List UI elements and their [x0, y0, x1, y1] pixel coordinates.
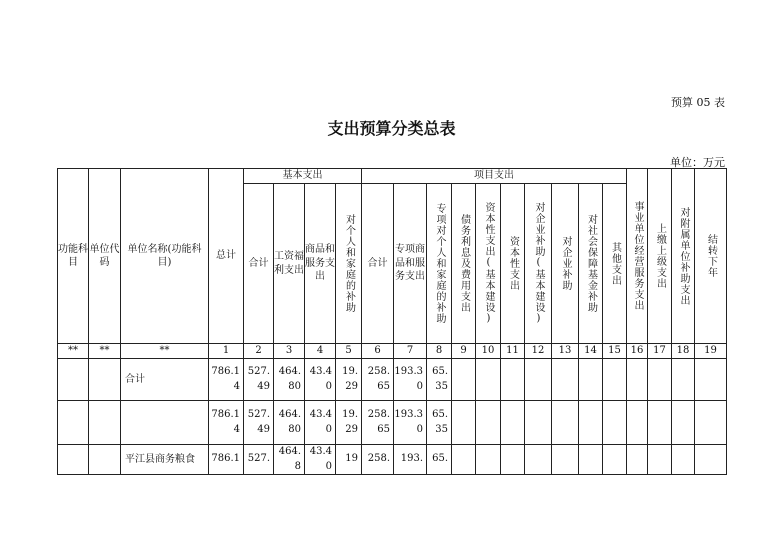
table-row	[58, 445, 727, 475]
cell-proj-goods: 193.	[394, 445, 427, 475]
header-func-code: 功能科目	[58, 169, 89, 344]
index-cell: 9	[452, 344, 476, 359]
index-cell: 11	[501, 344, 525, 359]
cell-personal: 19.29	[336, 401, 362, 445]
header-proj-enterprise-basic: 对企业补助(基本建设)	[525, 184, 552, 344]
index-cell: **	[89, 344, 121, 359]
cell-personal: 19.29	[336, 359, 362, 401]
cell-wage: 464.8	[274, 445, 305, 475]
cell-unit	[89, 445, 121, 475]
header-proj-social: 对社会保障基金补助	[579, 184, 603, 344]
header-basic-personal: 对个人和家庭的补助	[336, 184, 362, 344]
index-cell: 18	[672, 344, 695, 359]
header-proj-other: 其他支出	[603, 184, 627, 344]
index-cell: **	[121, 344, 209, 359]
cell-proj-personal: 65.	[427, 445, 452, 475]
index-cell: 16	[627, 344, 648, 359]
cell-proj-goods: 193.30	[394, 401, 427, 445]
cell-basic-sum: 527.49	[244, 401, 274, 445]
cell-goods: 43.40	[305, 445, 336, 475]
index-cell: 5	[336, 344, 362, 359]
header-proj-capital: 资本性支出	[501, 184, 525, 344]
index-row	[58, 344, 727, 359]
header-unit-code: 单位代码	[89, 169, 121, 344]
header-proj-sum: 合计	[362, 184, 394, 344]
cell-unit	[89, 359, 121, 401]
index-cell: 3	[274, 344, 305, 359]
cell-total: 786.14	[209, 359, 244, 401]
cell-wage: 464.80	[274, 401, 305, 445]
cell-basic-sum: 527.49	[244, 359, 274, 401]
header-proj-debt: 债务利息及费用支出	[452, 184, 476, 344]
header-total: 总计	[209, 169, 244, 344]
header-proj-enterprise: 对企业补助	[552, 184, 579, 344]
cell-proj-personal: 65.35	[427, 401, 452, 445]
header-basic-goods: 商品和服务支出	[305, 184, 336, 344]
cell-proj-sum: 258.	[362, 445, 394, 475]
cell-goods: 43.40	[305, 359, 336, 401]
header-basic-sum: 合计	[244, 184, 274, 344]
header-proj-capital-basic: 资本性支出(基本建设)	[476, 184, 501, 344]
cell-code	[58, 401, 89, 445]
cell-basic-sum: 527.	[244, 445, 274, 475]
cell-name: 平江县商务粮食	[121, 445, 209, 475]
index-cell: 12	[525, 344, 552, 359]
header-business: 事业单位经营服务支出	[627, 169, 648, 344]
table-row	[58, 401, 727, 445]
header-proj-personal: 专项对个人和家庭的补助	[427, 184, 452, 344]
header-subsidiary: 对附属单位补助支出	[672, 169, 695, 344]
header-basic-wage: 工资福利支出	[274, 184, 305, 344]
index-cell: **	[58, 344, 89, 359]
cell-proj-personal: 65.35	[427, 359, 452, 401]
cell-proj-sum: 258.65	[362, 359, 394, 401]
cell-total: 786.1	[209, 445, 244, 475]
index-cell: 19	[695, 344, 727, 359]
page-title: 支出预算分类总表	[327, 119, 456, 138]
index-cell: 4	[305, 344, 336, 359]
cell-name: 合计	[121, 359, 209, 401]
cell-code	[58, 359, 89, 401]
header-basic-group: 基本支出	[244, 169, 362, 184]
cell-code	[58, 445, 89, 475]
index-cell: 8	[427, 344, 452, 359]
header-proj-goods: 专项商品和服务支出	[394, 184, 427, 344]
header-carry: 结转下年	[695, 169, 727, 344]
cell-unit	[89, 401, 121, 445]
cell-wage: 464.80	[274, 359, 305, 401]
index-cell: 2	[244, 344, 274, 359]
cell-proj-sum: 258.65	[362, 401, 394, 445]
header-project-group: 项目支出	[362, 169, 627, 184]
index-cell: 15	[603, 344, 627, 359]
form-number: 预算 05 表	[671, 96, 725, 109]
header-upper: 上缴上级支出	[648, 169, 672, 344]
unit-label: 单位：万元	[670, 156, 725, 169]
index-cell: 6	[362, 344, 394, 359]
index-cell: 14	[579, 344, 603, 359]
cell-total: 786.14	[209, 401, 244, 445]
expenditure-table	[57, 168, 727, 475]
cell-personal: 19	[336, 445, 362, 475]
table-row	[58, 359, 727, 401]
index-cell: 1	[209, 344, 244, 359]
index-cell: 7	[394, 344, 427, 359]
cell-proj-goods: 193.30	[394, 359, 427, 401]
cell-goods: 43.40	[305, 401, 336, 445]
index-cell: 10	[476, 344, 501, 359]
header-row-group	[58, 169, 727, 184]
index-cell: 17	[648, 344, 672, 359]
cell-name	[121, 401, 209, 445]
header-unit-name: 单位名称(功能科目)	[121, 169, 209, 344]
index-cell: 13	[552, 344, 579, 359]
